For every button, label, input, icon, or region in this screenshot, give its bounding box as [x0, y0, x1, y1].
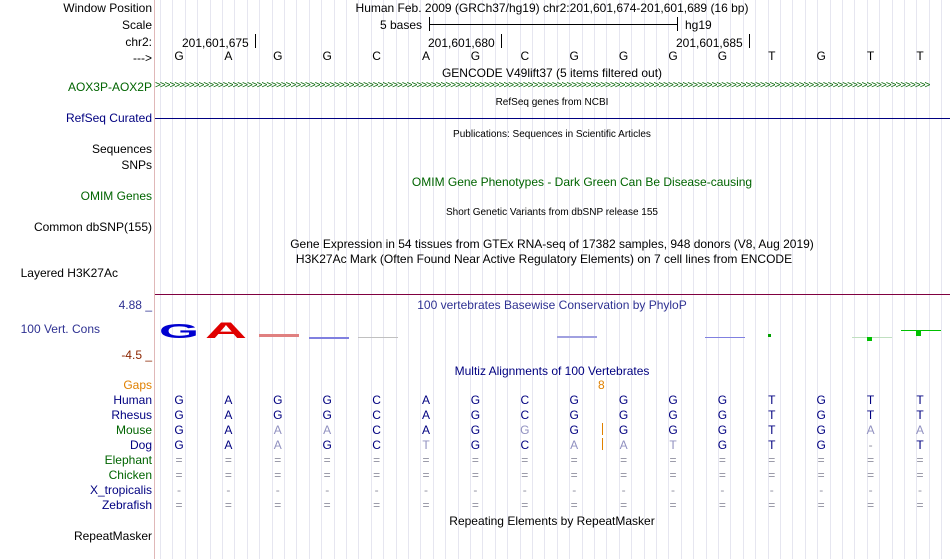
alignment-base: =: [224, 453, 232, 467]
alignment-base: T: [768, 438, 776, 452]
dbsnp-title: Short Genetic Variants from dbSNP release 155: [446, 207, 658, 218]
ruler-base: G: [816, 49, 826, 63]
alignment-base: T: [866, 408, 875, 422]
alignment-base: A: [224, 408, 233, 422]
alignment-base: C: [520, 393, 530, 407]
refseq-gene-feature[interactable]: [155, 118, 950, 119]
alignment-base: A: [224, 393, 233, 407]
alignment-base: G: [470, 438, 481, 452]
alignment-base: -: [621, 483, 626, 497]
alignment-base: =: [817, 468, 825, 482]
alignment-base: G: [816, 423, 826, 437]
alignment-base: =: [274, 498, 282, 512]
alignment-base: =: [471, 498, 479, 512]
phylop-bar-13: [768, 334, 771, 337]
alignment-base: =: [867, 468, 875, 482]
track-image[interactable]: [155, 0, 950, 559]
gap-count: 8: [598, 378, 605, 392]
alignment-base: =: [570, 453, 578, 467]
alignment-base: =: [768, 498, 776, 512]
alignment-base: T: [768, 408, 776, 422]
label-arrow: --->: [133, 51, 152, 65]
alignment-base: -: [868, 483, 873, 497]
label-aox3p-aox2p[interactable]: AOX3P-AOX2P: [67, 80, 152, 94]
alignment-base: A: [866, 423, 875, 437]
alignment-base: G: [618, 408, 629, 422]
alignment-base: T: [422, 438, 430, 452]
ruler-base: G: [717, 49, 728, 63]
alignment-base: G: [816, 393, 826, 407]
label-chr: chr2:: [125, 35, 152, 49]
alignment-base: G: [569, 408, 579, 422]
alignment-base: -: [177, 483, 181, 497]
alignment-base: =: [224, 498, 232, 512]
alignment-base: =: [175, 468, 183, 482]
alignment-base: G: [174, 438, 184, 452]
alignment-base: C: [372, 393, 381, 407]
position-title: Human Feb. 2009 (GRCh37/hg19) chr2:201,601,674-201,601,689 (16 bp): [355, 1, 749, 15]
alignment-base: =: [471, 453, 479, 467]
omim-title: OMIM Gene Phenotypes - Dark Green Can Be Disease-causing: [411, 175, 753, 189]
species-label-rhesus[interactable]: Rhesus: [111, 408, 152, 422]
alignment-base: G: [174, 393, 184, 407]
alignment-base: G: [322, 408, 332, 422]
alignment-base: =: [916, 453, 924, 467]
alignment-base: =: [521, 498, 529, 512]
alignment-base: =: [422, 468, 430, 482]
label-phylop-min: -4.5 _: [121, 348, 152, 362]
alignment-base: T: [916, 408, 924, 422]
alignment-base: G: [273, 408, 283, 422]
ruler-base: T: [768, 49, 776, 63]
alignment-base: -: [769, 483, 774, 497]
phylop-bar-16b: [916, 331, 921, 336]
alignment-base: -: [275, 483, 280, 497]
alignment-base: G: [717, 423, 728, 437]
alignment-base: T: [916, 438, 924, 452]
alignment-base: -: [424, 483, 428, 497]
phylop-title: 100 vertebrates Basewise Conservation by PhyloP: [417, 298, 687, 312]
repeatmasker-title: Repeating Elements by RepeatMasker: [449, 514, 655, 528]
gtex-title: Gene Expression in 54 tissues from GTEx RNA-seq of 17382 samples, 948 donors (V8, Aug 2019): [290, 237, 814, 251]
alignment-base: =: [620, 498, 628, 512]
alignment-base: =: [817, 453, 825, 467]
ruler-base: A: [224, 49, 233, 63]
phylop-bar-5: [358, 337, 398, 338]
alignment-base: -: [720, 483, 725, 497]
ruler-base: T: [916, 49, 924, 63]
h3k27ac-title: H3K27Ac Mark (Often Found Near Active Regulatory Elements) on 7 cell lines from ENCODE: [295, 252, 793, 266]
alignment-base: G: [816, 408, 826, 422]
alignment-base: =: [323, 453, 331, 467]
alignment-base: =: [521, 453, 529, 467]
gencode-title: GENCODE V49lift37 (5 items filtered out): [441, 66, 663, 80]
alignment-base: A: [421, 423, 431, 437]
publications-title: Publications: Sequences in Scientific Articles: [453, 129, 651, 140]
alignment-base: T: [669, 438, 677, 452]
coord-3: 201,601,685: [676, 36, 743, 50]
phylop-bar-12: [705, 337, 745, 338]
alignment-base: -: [819, 483, 824, 497]
alignment-base: A: [619, 438, 628, 452]
phylop-logo-g: G: [159, 321, 199, 343]
alignment-base: G: [174, 423, 184, 437]
alignment-base: G: [717, 393, 728, 407]
alignment-base: =: [175, 453, 183, 467]
ruler-base: G: [569, 49, 579, 63]
alignment-base: =: [570, 498, 578, 512]
alignment-base: =: [422, 498, 430, 512]
alignment-base: =: [373, 453, 381, 467]
species-label-dog[interactable]: Dog: [129, 438, 152, 452]
label-layered-h3k27ac[interactable]: Layered H3K27Ac: [20, 266, 118, 280]
ruler-base: A: [421, 49, 431, 63]
scale-bar: [429, 24, 677, 25]
ruler-base: T: [866, 49, 875, 63]
alignment-base: =: [323, 498, 331, 512]
alignment-base: =: [916, 468, 924, 482]
alignment-base: G: [470, 393, 481, 407]
alignment-base: C: [520, 438, 530, 452]
alignment-base: =: [422, 453, 430, 467]
alignment-base: -: [522, 483, 527, 497]
ruler-base: G: [174, 49, 184, 63]
label-repeatmasker[interactable]: RepeatMasker: [73, 529, 152, 543]
alignment-base: =: [274, 468, 282, 482]
alignment-base: T: [916, 393, 924, 407]
ruler-base: C: [520, 49, 530, 63]
alignment-base: G: [273, 393, 283, 407]
h3k27ac-signal-line: [155, 294, 950, 295]
alignment-base: -: [473, 483, 478, 497]
multiz-title: Multiz Alignments of 100 Vertebrates: [454, 364, 650, 378]
alignment-base: G: [322, 438, 332, 452]
alignment-base: -: [918, 483, 922, 497]
alignment-base: G: [470, 423, 481, 437]
assembly-label: hg19: [685, 18, 712, 32]
phylop-signal: [155, 318, 950, 348]
alignment-base: A: [570, 438, 579, 452]
ruler-base: G: [668, 49, 678, 63]
alignment-base: T: [768, 423, 776, 437]
ruler-base: C: [372, 49, 381, 63]
alignment-base: A: [273, 423, 282, 437]
alignment-base: G: [520, 423, 530, 437]
alignment-base: =: [373, 498, 381, 512]
phylop-bar-15b: [867, 337, 872, 341]
alignment-base: G: [717, 438, 728, 452]
species-label-chicken[interactable]: Chicken: [108, 468, 152, 482]
label-gaps: Gaps: [123, 378, 152, 392]
scale-label: 5 bases: [380, 18, 423, 32]
alignment-base: T: [866, 393, 875, 407]
alignment-base: =: [718, 468, 726, 482]
alignment-base: G: [470, 408, 481, 422]
alignment-base: -: [374, 483, 379, 497]
alignment-base: C: [372, 408, 381, 422]
alignment-base: A: [224, 438, 233, 452]
alignment-base: =: [471, 468, 479, 482]
alignment-base: =: [867, 498, 875, 512]
ruler-base: G: [618, 49, 629, 63]
coord-1-tick: [255, 34, 256, 48]
coord-3-tick: [749, 34, 750, 48]
alignment-base: G: [174, 408, 184, 422]
phylop-bar-3: [259, 334, 299, 337]
scale-bar-right-tick: [677, 17, 678, 31]
refseq-title: RefSeq genes from NCBI: [495, 97, 609, 108]
alignment-base: G: [322, 393, 332, 407]
alignment-base: =: [718, 453, 726, 467]
alignment-base: =: [817, 498, 825, 512]
alignment-base: A: [273, 438, 282, 452]
alignment-base: A: [224, 423, 233, 437]
coord-2-tick: [501, 34, 502, 48]
alignment-base: =: [224, 468, 232, 482]
alignment-base: =: [669, 468, 677, 482]
label-scale: Scale: [121, 18, 152, 32]
alignment-base: =: [867, 453, 875, 467]
alignment-base: -: [226, 483, 231, 497]
species-label-x_tropicalis[interactable]: X_tropicalis: [89, 483, 152, 497]
alignment-base: G: [618, 393, 629, 407]
alignment-base: G: [569, 423, 579, 437]
track-labels: [0, 0, 154, 559]
coord-1: 201,601,675: [182, 36, 249, 50]
species-label-mouse[interactable]: Mouse: [115, 423, 152, 437]
alignment-base: A: [915, 423, 925, 437]
label-phylop-max: 4.88 _: [118, 298, 152, 312]
alignment-base: -: [671, 483, 675, 497]
species-label-human[interactable]: Human: [113, 393, 152, 407]
alignment-base: -: [325, 483, 330, 497]
phylop-logo-a: A: [205, 318, 248, 343]
alignment-base: =: [274, 453, 282, 467]
alignment-base: A: [421, 408, 431, 422]
alignment-base: G: [569, 393, 579, 407]
label-refseq-curated[interactable]: RefSeq Curated: [65, 111, 152, 125]
alignment-base: G: [717, 408, 728, 422]
species-label-zebrafish[interactable]: Zebrafish: [101, 498, 152, 512]
alignment-base: =: [521, 468, 529, 482]
alignment-base: T: [768, 393, 776, 407]
alignment-base: =: [768, 453, 776, 467]
alignment-base: =: [323, 468, 331, 482]
alignment-base: =: [620, 453, 628, 467]
label-sequences[interactable]: Sequences: [91, 142, 152, 156]
label-100-vert-cons[interactable]: 100 Vert. Cons: [20, 322, 100, 336]
alignment-base: G: [816, 438, 826, 452]
species-label-elephant[interactable]: Elephant: [104, 453, 152, 467]
alignment-base: G: [668, 423, 678, 437]
label-window-position: Window Position: [63, 1, 152, 15]
label-omim-genes[interactable]: OMIM Genes: [80, 189, 152, 203]
label-snps[interactable]: SNPs: [121, 158, 152, 172]
alignment-base: A: [323, 423, 332, 437]
ruler-base: G: [273, 49, 283, 63]
alignment-base: =: [175, 498, 183, 512]
alignment-base: G: [668, 408, 678, 422]
alignment-base: C: [372, 423, 381, 437]
alignment-base: G: [668, 393, 678, 407]
alignment-base: =: [620, 468, 628, 482]
label-common-dbsnp[interactable]: Common dbSNP(155): [33, 220, 152, 234]
alignment-base: =: [916, 498, 924, 512]
phylop-bar-16a: [901, 330, 941, 331]
gencode-gene-feature[interactable]: >>>>>>>>>>>>>>>>>>>>>>>>>>>>>>>>>>>>>>>>>>>>>>>>>>>>>>>>>>>>>>>>>>>>>>>>>>>>>>>>>>>>>>>>>>>>>>>>>>>>>>>>>>>>>>>>>>>>>>>>>>>>>>>>>>>>>>>>>>>>>>>>>>>>>>>>>>>>>>>>: [155, 80, 930, 91]
alignment-base: A: [421, 393, 431, 407]
gap-marker-dog: [602, 438, 603, 450]
alignment-base: =: [718, 498, 726, 512]
alignment-base: =: [570, 468, 578, 482]
alignment-base: C: [372, 438, 381, 452]
ruler-base: G: [470, 49, 481, 63]
phylop-bar-9: [557, 336, 597, 338]
alignment-base: -: [572, 483, 577, 497]
alignment-base: G: [618, 423, 629, 437]
alignment-base: =: [669, 453, 677, 467]
alignment-base: =: [669, 498, 677, 512]
ruler-base: G: [322, 49, 332, 63]
coord-2: 201,601,680: [428, 36, 495, 50]
alignment-base: C: [520, 408, 530, 422]
alignment-base: =: [373, 468, 381, 482]
alignment-base: =: [768, 468, 776, 482]
phylop-bar-4: [309, 337, 349, 339]
alignment-base: -: [868, 438, 873, 452]
gap-marker-mouse: [602, 423, 603, 435]
